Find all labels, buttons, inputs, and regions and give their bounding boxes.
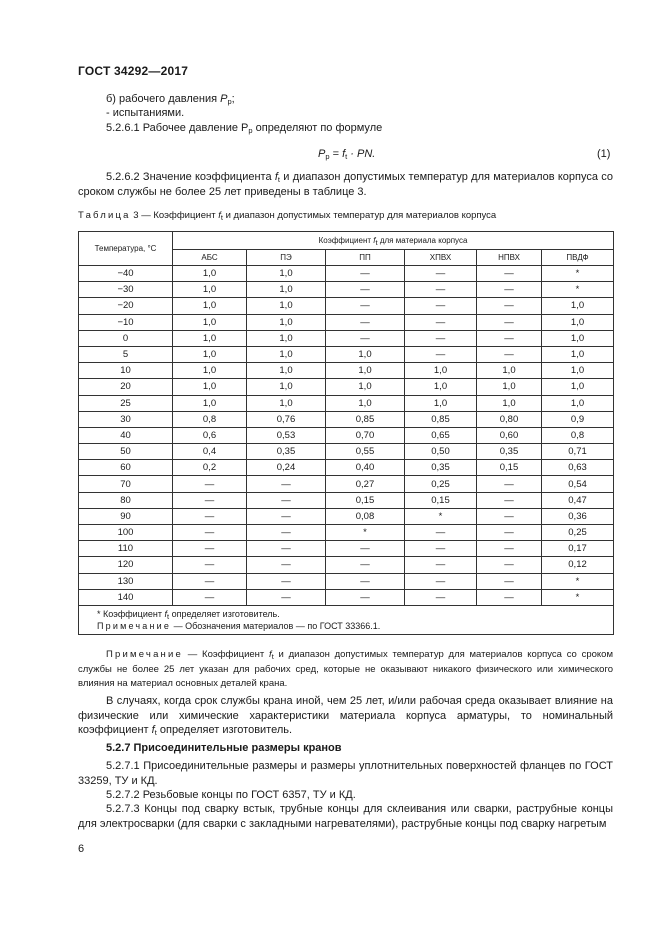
column-header: АБС bbox=[173, 250, 247, 266]
coefficient-cell: — bbox=[477, 573, 542, 589]
temperature-cell: 0 bbox=[79, 330, 173, 346]
table-note: Примечание — Обозначения материалов — по ГОСТ 33366.1. bbox=[97, 620, 381, 631]
coefficient-cell: 1,0 bbox=[247, 282, 326, 298]
coefficient-cell: 0,60 bbox=[477, 427, 542, 443]
coefficient-cell: — bbox=[173, 573, 247, 589]
coefficient-cell: 1,0 bbox=[542, 346, 614, 362]
coefficient-cell: — bbox=[405, 298, 477, 314]
coefficient-cell: — bbox=[173, 476, 247, 492]
coefficient-cell: 0,15 bbox=[405, 492, 477, 508]
temperature-cell: −20 bbox=[79, 298, 173, 314]
coefficient-cell: 1,0 bbox=[247, 330, 326, 346]
table-row bbox=[79, 589, 614, 605]
coefficient-cell: * bbox=[326, 525, 405, 541]
coefficient-cell: — bbox=[405, 346, 477, 362]
coefficient-cell: * bbox=[542, 573, 614, 589]
coefficient-cell: 1,0 bbox=[173, 314, 247, 330]
table-row bbox=[79, 492, 614, 508]
table-row bbox=[79, 379, 614, 395]
coefficient-cell: 0,71 bbox=[542, 444, 614, 460]
coefficient-cell: 0,17 bbox=[542, 541, 614, 557]
coefficient-cell: — bbox=[326, 314, 405, 330]
coefficient-cell: 0,70 bbox=[326, 427, 405, 443]
coefficient-cell: 0,6 bbox=[173, 427, 247, 443]
document-header: ГОСТ 34292—2017 bbox=[78, 64, 189, 78]
coefficient-cell: — bbox=[247, 492, 326, 508]
coefficient-cell: — bbox=[173, 492, 247, 508]
note-after-table: Примечание — Коэффициент $f_t$ и диапазон допустимых температур для материалов корпуса со сроком службы не более 25 лет указан для рабочих сред, которые не оказывают никакого физического или химического влияния на материал основных деталей крана. bbox=[78, 649, 614, 689]
coefficient-cell: 1,0 bbox=[247, 314, 326, 330]
temperature-cell: 5 bbox=[79, 346, 173, 362]
column-header: ПЭ bbox=[247, 250, 326, 266]
coefficient-cell: — bbox=[326, 330, 405, 346]
temperature-cell: 30 bbox=[79, 411, 173, 427]
coefficient-cell: 1,0 bbox=[173, 346, 247, 362]
coefficient-cell: 1,0 bbox=[173, 379, 247, 395]
temperature-cell: 40 bbox=[79, 427, 173, 443]
coefficient-cell: 0,2 bbox=[173, 460, 247, 476]
table-row bbox=[79, 266, 614, 282]
coefficient-cell: 0,40 bbox=[326, 460, 405, 476]
coefficient-cell: — bbox=[477, 330, 542, 346]
coefficient-cell: 1,0 bbox=[247, 346, 326, 362]
coefficient-cell: 0,8 bbox=[173, 411, 247, 427]
table-row bbox=[79, 557, 614, 573]
coefficient-cell: 1,0 bbox=[477, 363, 542, 379]
coefficient-cell: 0,08 bbox=[326, 508, 405, 524]
temperature-cell: 60 bbox=[79, 460, 173, 476]
table-row bbox=[79, 282, 614, 298]
temperature-cell: 90 bbox=[79, 508, 173, 524]
coefficient-cell: — bbox=[405, 525, 477, 541]
coefficient-cell: 1,0 bbox=[405, 395, 477, 411]
coefficient-cell: — bbox=[326, 573, 405, 589]
coefficient-cell: 0,8 bbox=[542, 427, 614, 443]
table-footnotes bbox=[79, 605, 614, 634]
coefficient-cell: 1,0 bbox=[542, 395, 614, 411]
coefficient-cell: — bbox=[326, 282, 405, 298]
table-row bbox=[79, 573, 614, 589]
page-number: 6 bbox=[78, 843, 85, 855]
coefficient-cell: 0,4 bbox=[173, 444, 247, 460]
coefficient-cell: — bbox=[477, 541, 542, 557]
temperature-cell: −10 bbox=[79, 314, 173, 330]
coefficient-cell: 0,53 bbox=[247, 427, 326, 443]
coefficient-cell: 1,0 bbox=[326, 379, 405, 395]
coefficient-cell: 1,0 bbox=[173, 395, 247, 411]
coefficient-table bbox=[78, 231, 614, 635]
table-row bbox=[79, 298, 614, 314]
coefficient-cell: 0,76 bbox=[247, 411, 326, 427]
coefficient-cell: 1,0 bbox=[542, 330, 614, 346]
coefficient-cell: — bbox=[247, 557, 326, 573]
coefficient-cell: 1,0 bbox=[326, 363, 405, 379]
coefficient-cell: 0,85 bbox=[326, 411, 405, 427]
coefficient-cell: 0,15 bbox=[477, 460, 542, 476]
coefficient-cell: 0,36 bbox=[542, 508, 614, 524]
coefficient-cell: — bbox=[247, 525, 326, 541]
table-row bbox=[79, 541, 614, 557]
temperature-cell: 130 bbox=[79, 573, 173, 589]
table-row bbox=[79, 508, 614, 524]
coefficient-cell: — bbox=[326, 266, 405, 282]
temperature-cell: 50 bbox=[79, 444, 173, 460]
coefficient-cell: — bbox=[173, 541, 247, 557]
table-row bbox=[79, 363, 614, 379]
formula-working-pressure: $P_р = f_t$ · PN. bbox=[318, 148, 376, 161]
coefficient-cell: — bbox=[477, 314, 542, 330]
list-item-tests: - испытаниями. bbox=[106, 107, 185, 119]
clause-5-2-7-3: 5.2.7.3 Концы под сварку встык, трубные концы для склеивания или сварки, раструбные концы для электросварки (для сварки с закладными нагревателями), раструбные концы под сварку нагретым bbox=[78, 803, 613, 830]
table-row bbox=[79, 411, 614, 427]
coefficient-cell: — bbox=[477, 589, 542, 605]
coefficient-cell: 1,0 bbox=[477, 395, 542, 411]
coefficient-cell: 1,0 bbox=[542, 379, 614, 395]
coefficient-group-header: Коэффициент $f_t$ для материала корпуса bbox=[173, 232, 614, 250]
table-row bbox=[79, 525, 614, 541]
coefficient-cell: — bbox=[326, 589, 405, 605]
paragraph-other-cases: В случаях, когда срок службы крана иной, чем 25 лет, и/или рабочая среда оказывает влияние на физические или химические характеристики материала корпуса арматуры, то номинальный коэффициент $f_t$ определяет изготовитель. bbox=[78, 695, 613, 737]
coefficient-cell: — bbox=[405, 541, 477, 557]
coefficient-cell: 1,0 bbox=[173, 330, 247, 346]
coefficient-cell: — bbox=[405, 573, 477, 589]
table-row bbox=[79, 330, 614, 346]
coefficient-cell: * bbox=[542, 282, 614, 298]
temperature-cell: 25 bbox=[79, 395, 173, 411]
temperature-cell: 100 bbox=[79, 525, 173, 541]
coefficient-cell: — bbox=[405, 314, 477, 330]
temperature-cell: −40 bbox=[79, 266, 173, 282]
clause-5-2-7-2: 5.2.7.2 Резьбовые концы по ГОСТ 6357, ТУ и КД. bbox=[106, 789, 356, 801]
temperature-cell: −30 bbox=[79, 282, 173, 298]
coefficient-cell: — bbox=[247, 589, 326, 605]
coefficient-cell: — bbox=[477, 266, 542, 282]
coefficient-cell: 0,80 bbox=[477, 411, 542, 427]
temperature-cell: 70 bbox=[79, 476, 173, 492]
clause-5-2-6-1: 5.2.6.1 Рабочее давление $P_р$ определяют по формуле bbox=[106, 122, 383, 135]
coefficient-cell: 0,85 bbox=[405, 411, 477, 427]
coefficient-cell: 0,35 bbox=[405, 460, 477, 476]
coefficient-cell: — bbox=[405, 266, 477, 282]
table-row bbox=[79, 444, 614, 460]
coefficient-cell: 0,15 bbox=[326, 492, 405, 508]
temperature-cell: 80 bbox=[79, 492, 173, 508]
table-row bbox=[79, 314, 614, 330]
coefficient-cell: — bbox=[477, 476, 542, 492]
temperature-cell: 10 bbox=[79, 363, 173, 379]
coefficient-cell: 1,0 bbox=[247, 266, 326, 282]
table-row bbox=[79, 476, 614, 492]
coefficient-cell: 1,0 bbox=[173, 266, 247, 282]
table-row bbox=[79, 395, 614, 411]
coefficient-cell: 0,12 bbox=[542, 557, 614, 573]
coefficient-cell: 0,50 bbox=[405, 444, 477, 460]
coefficient-cell: 1,0 bbox=[405, 379, 477, 395]
coefficient-cell: — bbox=[477, 492, 542, 508]
coefficient-cell: 1,0 bbox=[542, 363, 614, 379]
coefficient-cell: 0,35 bbox=[477, 444, 542, 460]
coefficient-cell: — bbox=[477, 346, 542, 362]
coefficient-cell: 1,0 bbox=[542, 298, 614, 314]
table-body bbox=[79, 266, 614, 606]
coefficient-cell: — bbox=[173, 525, 247, 541]
coefficient-cell: 0,65 bbox=[405, 427, 477, 443]
section-title-5-2-7: 5.2.7 Присоединительные размеры кранов bbox=[106, 742, 342, 754]
coefficient-cell: 0,54 bbox=[542, 476, 614, 492]
coefficient-cell: 0,47 bbox=[542, 492, 614, 508]
coefficient-cell: 1,0 bbox=[326, 395, 405, 411]
coefficient-cell: — bbox=[477, 557, 542, 573]
coefficient-cell: — bbox=[173, 508, 247, 524]
temperature-cell: 110 bbox=[79, 541, 173, 557]
column-header: НПВХ bbox=[477, 250, 542, 266]
coefficient-cell: * bbox=[542, 589, 614, 605]
coefficient-cell: — bbox=[326, 557, 405, 573]
coefficient-cell: 0,55 bbox=[326, 444, 405, 460]
coefficient-cell: — bbox=[247, 476, 326, 492]
coefficient-cell: — bbox=[247, 508, 326, 524]
coefficient-cell: 0,35 bbox=[247, 444, 326, 460]
coefficient-cell: — bbox=[477, 298, 542, 314]
coefficient-cell: — bbox=[173, 589, 247, 605]
coefficient-cell: 1,0 bbox=[173, 282, 247, 298]
temperature-header: Температура, °С bbox=[79, 232, 173, 266]
table-footnote: * Коэффициент $f_t$ определяет изготовитель. bbox=[97, 608, 280, 621]
formula-number: (1) bbox=[597, 148, 611, 160]
clause-5-2-6-2: 5.2.6.2 Значение коэффициента $f_t$ и диапазон допустимых температур для материалов корпуса со сроком службы не более 25 лет приведены в таблице 3. bbox=[78, 171, 614, 198]
coefficient-cell: — bbox=[326, 541, 405, 557]
coefficient-cell: 0,63 bbox=[542, 460, 614, 476]
coefficient-cell: 1,0 bbox=[247, 395, 326, 411]
coefficient-cell: 1,0 bbox=[477, 379, 542, 395]
coefficient-cell: — bbox=[405, 557, 477, 573]
coefficient-cell: — bbox=[405, 589, 477, 605]
coefficient-cell: 0,25 bbox=[542, 525, 614, 541]
column-header: ПП bbox=[326, 250, 405, 266]
clause-5-2-7-1: 5.2.7.1 Присоединительные размеры и размеры уплотнительных поверхностей фланцев по ГОСТ 33259, ТУ и КД. bbox=[78, 760, 613, 787]
table-caption: Таблица 3 — Коэффициент $f_t$ и диапазон допустимых температур для материалов корпуса bbox=[78, 210, 497, 222]
coefficient-cell: 1,0 bbox=[326, 346, 405, 362]
column-header: ХПВХ bbox=[405, 250, 477, 266]
temperature-cell: 140 bbox=[79, 589, 173, 605]
coefficient-cell: 1,0 bbox=[247, 363, 326, 379]
coefficient-cell: * bbox=[405, 508, 477, 524]
coefficient-cell: — bbox=[405, 282, 477, 298]
coefficient-cell: 1,0 bbox=[173, 363, 247, 379]
temperature-cell: 20 bbox=[79, 379, 173, 395]
table-row bbox=[79, 460, 614, 476]
coefficient-cell: — bbox=[477, 282, 542, 298]
coefficient-cell: — bbox=[477, 525, 542, 541]
coefficient-cell: 0,24 bbox=[247, 460, 326, 476]
coefficient-cell: — bbox=[405, 330, 477, 346]
table-row bbox=[79, 346, 614, 362]
coefficient-cell: 0,27 bbox=[326, 476, 405, 492]
coefficient-cell: 0,9 bbox=[542, 411, 614, 427]
coefficient-cell: — bbox=[477, 508, 542, 524]
coefficient-cell: — bbox=[173, 557, 247, 573]
coefficient-cell: * bbox=[542, 266, 614, 282]
coefficient-cell: 1,0 bbox=[247, 298, 326, 314]
coefficient-cell: 1,0 bbox=[247, 379, 326, 395]
coefficient-cell: 1,0 bbox=[173, 298, 247, 314]
table-row bbox=[79, 427, 614, 443]
coefficient-cell: 1,0 bbox=[542, 314, 614, 330]
coefficient-cell: — bbox=[326, 298, 405, 314]
coefficient-cell: — bbox=[247, 541, 326, 557]
column-header: ПВДФ bbox=[542, 250, 614, 266]
coefficient-cell: — bbox=[247, 573, 326, 589]
list-item-working-pressure: б) рабочего давления $P_р$; bbox=[106, 93, 235, 106]
coefficient-cell: 0,25 bbox=[405, 476, 477, 492]
coefficient-cell: 1,0 bbox=[405, 363, 477, 379]
temperature-cell: 120 bbox=[79, 557, 173, 573]
